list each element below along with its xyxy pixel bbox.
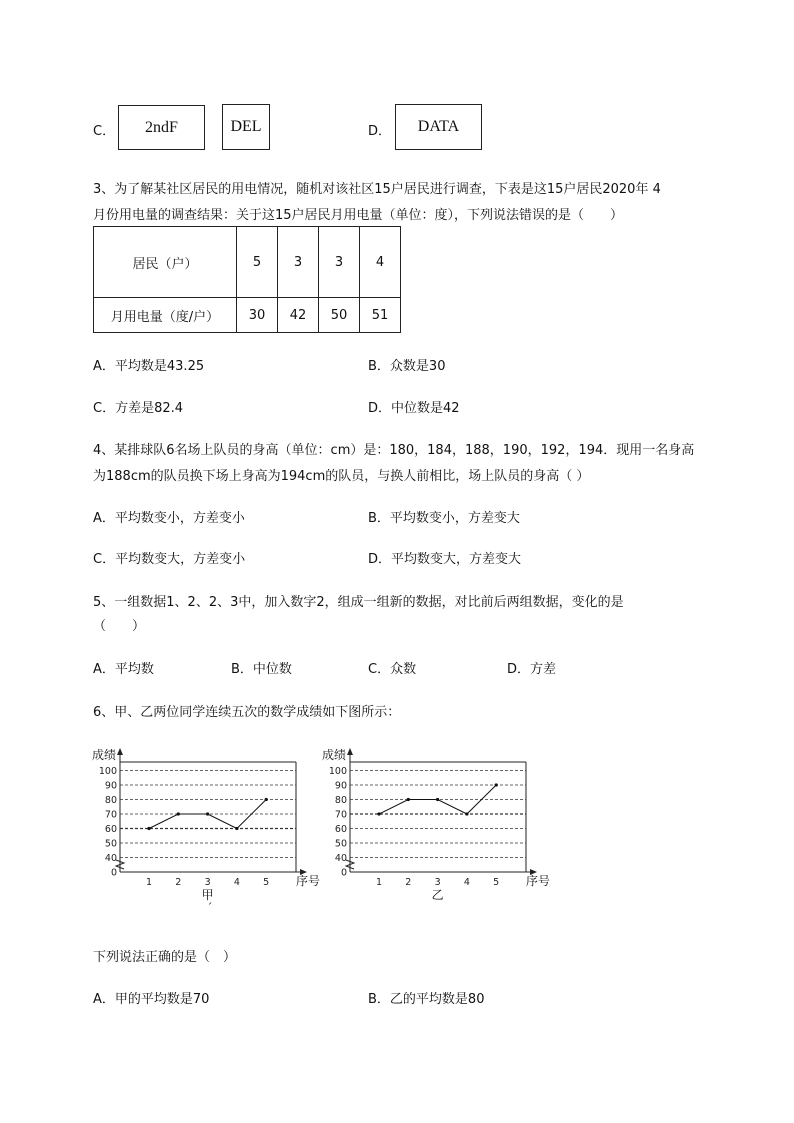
axis-break-mark (116, 860, 124, 869)
chart-jia (88, 742, 328, 914)
y-tick-label: 80 (104, 795, 117, 806)
data-point (407, 798, 410, 801)
q6-option-b: B．乙的平均数是80 (368, 992, 485, 1007)
table-cell: 4 (360, 227, 401, 298)
x-tick-label: 4 (463, 877, 470, 888)
table-header-usage: 月用电量（度/户） (94, 298, 237, 333)
x-tick-label: 5 (493, 877, 500, 888)
table-cell: 51 (360, 298, 401, 333)
q4-line1: 4、某排球队6名场上队员的身高（单位：cm）是：180，184，188，190，192，194．现用一名身高 (93, 443, 695, 458)
data-point (206, 812, 209, 815)
y-tick-label: 40 (104, 853, 117, 864)
q6-question: 下列说法正确的是（ ） (93, 950, 237, 965)
q5-option-a: A．平均数 (93, 662, 154, 677)
data-point (465, 812, 468, 815)
x-tick-label: 4 (233, 877, 240, 888)
q5-option-c: C．众数 (368, 662, 417, 677)
table-row-households (94, 227, 401, 298)
q4-option-c: C．平均数变大，方差变小 (93, 552, 246, 567)
x-axis-label: 序号 (526, 874, 551, 888)
chart-title: 乙 (431, 888, 444, 902)
q5-option-b: B．中位数 (231, 662, 292, 677)
q4-option-b: B．平均数变小，方差变大 (368, 511, 520, 526)
q5-option-d: D．方差 (507, 662, 557, 677)
q2-option-d-label: D． (368, 124, 392, 139)
y-tick-label: 70 (334, 809, 347, 821)
q4-line2: 为188cm的队员换下场上身高为194cm的队员，与换人前相比，场上队员的身高（ ） (93, 469, 590, 484)
table-cell: 3 (278, 227, 319, 298)
y-tick-label: 60 (334, 824, 347, 835)
y-tick-label: 70 (104, 809, 117, 821)
q6-line1: 6、甲、乙两位同学连续五次的数学成绩如下图所示： (93, 705, 401, 720)
data-point (265, 798, 268, 801)
x-tick-label: 3 (204, 877, 211, 888)
y-axis-label: 成绩 (322, 748, 347, 762)
x-tick-label: 2 (405, 877, 412, 888)
y-tick-label: 0 (340, 867, 347, 879)
x-tick-label: 3 (434, 877, 441, 888)
y-tick-label: 100 (328, 766, 347, 777)
q4-option-d: D．平均数变大，方差变大 (368, 552, 522, 567)
q5-line1: 5、一组数据1、2、2、3中，加入数字2，组成一组新的数据，对比前后两组数据，变化的是 (93, 595, 624, 610)
q3-option-a: A．平均数是43.25 (93, 359, 205, 374)
data-point (495, 783, 498, 786)
y-tick-label: 0 (110, 867, 117, 879)
q6-option-a: A．甲的平均数是70 (93, 992, 210, 1007)
table-cell: 30 (237, 298, 278, 333)
y-tick-label: 50 (334, 838, 347, 850)
data-point (377, 812, 380, 815)
table-row-usage (94, 298, 401, 333)
chart-title: 甲 (201, 888, 214, 902)
table-cell: 3 (319, 227, 360, 298)
chart-yi (318, 742, 558, 914)
y-tick-label: 60 (104, 824, 117, 835)
data-point (177, 812, 180, 815)
table-header-households: 居民（户） (94, 227, 237, 298)
y-axis-arrow (347, 748, 353, 755)
table-cell: 42 (278, 298, 319, 333)
data-point (436, 798, 439, 801)
q2-option-c-label: C． (93, 124, 116, 139)
q3-option-b: B．众数是30 (368, 359, 446, 374)
y-tick-label: 50 (104, 838, 117, 850)
electricity-table (93, 226, 401, 333)
x-tick-label: 1 (145, 877, 153, 888)
q3-option-d: D．中位数是42 (368, 401, 460, 416)
q5-line2: （ ） (93, 619, 146, 634)
x-tick-label: 1 (375, 877, 383, 888)
table-cell: 5 (237, 227, 278, 298)
data-point (235, 827, 238, 830)
q4-option-a: A．平均数变小，方差变小 (93, 511, 245, 526)
y-tick-label: 90 (334, 780, 347, 792)
x-tick-label: 5 (263, 877, 270, 888)
y-tick-label: 90 (104, 780, 117, 792)
y-tick-label: 40 (334, 853, 347, 864)
y-tick-label: 100 (98, 766, 117, 777)
key-del: DEL (222, 104, 270, 150)
axis-break-mark (346, 860, 354, 869)
q3-line2: 月份用电量的调查结果：关于这15户居民月用电量（单位：度），下列说法错误的是（ ） (93, 208, 624, 223)
y-axis-label: 成绩 (92, 748, 117, 762)
q3-option-c: C．方差是82.4 (93, 401, 184, 416)
data-point (147, 827, 150, 830)
y-axis-arrow (117, 748, 123, 755)
key-data: DATA (395, 104, 482, 150)
y-tick-label: 80 (334, 795, 347, 806)
q3-line1: 3、为了解某社区居民的用电情况，随机对该社区15户居民进行调查，下表是这15户居民2020年 4 (93, 182, 661, 197)
x-axis-label: 序号 (296, 874, 321, 888)
x-tick-label: 2 (175, 877, 182, 888)
chart-title-mark: ´ (206, 901, 213, 914)
table-cell: 50 (319, 298, 360, 333)
key-2ndf: 2ndF (118, 105, 205, 150)
